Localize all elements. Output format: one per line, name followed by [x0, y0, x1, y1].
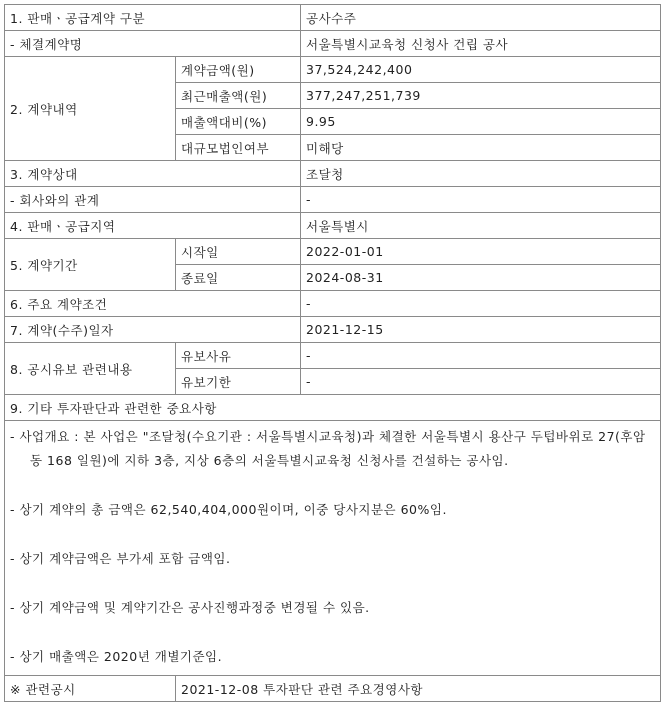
deferral-deadline-value: - — [301, 369, 661, 395]
start-date-value: 2022-01-01 — [301, 239, 661, 265]
row-contract-amount — [5, 57, 661, 83]
disclosure-table — [4, 4, 661, 702]
deferral-label: 8. 공시유보 관련내용 — [5, 343, 176, 395]
note-vat-included: - 상기 계약금액은 부가세 포함 금액임. — [10, 551, 231, 566]
recent-sales-value: 377,247,251,739 — [301, 83, 661, 109]
row-supply-region — [5, 213, 661, 239]
row-notes — [5, 421, 661, 676]
contract-amount-value: 37,524,242,400 — [301, 57, 661, 83]
note-project-overview: - 사업개요 : 본 사업은 "조달청(수요기관 : 서울특별시교육청)과 체결한 서울특별시 용산구 두텁바위로 27(후암동 168 일원)에 지하 3층, 지상 6층의 서울특별시교육청 신청사를 건설하는 공사임. — [10, 429, 646, 468]
supply-region-value: 서울특별시 — [301, 213, 661, 239]
counterparty-value: 조달청 — [301, 161, 661, 187]
counterparty-label: 3. 계약상대 — [5, 161, 301, 187]
related-disclosure-label: ※ 관련공시 — [5, 676, 176, 702]
related-disclosure-link[interactable]: 2021-12-08 투자판단 관련 주요경영사항 — [181, 681, 423, 697]
sales-ratio-label: 매출액대비(%) — [176, 109, 301, 135]
end-date-label: 종료일 — [176, 265, 301, 291]
contract-date-value: 2021-12-15 — [301, 317, 661, 343]
contract-type-value: 공사수주 — [301, 5, 661, 31]
contract-details-label: 2. 계약내역 — [5, 57, 176, 161]
deferral-deadline-label: 유보기한 — [176, 369, 301, 395]
sales-ratio-value: 9.95 — [301, 109, 661, 135]
note-subject-to-change: - 상기 계약금액 및 계약기간은 공사진행과정중 변경될 수 있음. — [10, 600, 370, 615]
contract-type-label: 1. 판매ㆍ공급계약 구분 — [5, 5, 301, 31]
related-disclosure-value — [176, 676, 661, 702]
contract-date-label: 7. 계약(수주)일자 — [5, 317, 301, 343]
row-related-disclosure — [5, 676, 661, 702]
contract-name-value: 서울특별시교육청 신청사 건립 공사 — [301, 31, 661, 57]
row-deferral-reason — [5, 343, 661, 369]
supply-region-label: 4. 판매ㆍ공급지역 — [5, 213, 301, 239]
note-sales-basis: - 상기 매출액은 2020년 개별기준임. — [10, 649, 223, 664]
deferral-reason-label: 유보사유 — [176, 343, 301, 369]
note-total-amount: - 상기 계약의 총 금액은 62,540,404,000원이며, 이중 당사지분은 60%임. — [10, 502, 447, 517]
main-terms-label: 6. 주요 계약조건 — [5, 291, 301, 317]
contract-period-label: 5. 계약기간 — [5, 239, 176, 291]
row-contract-type — [5, 5, 661, 31]
relationship-label: - 회사와의 관계 — [5, 187, 301, 213]
end-date-value: 2024-08-31 — [301, 265, 661, 291]
row-relationship — [5, 187, 661, 213]
row-start-date — [5, 239, 661, 265]
row-contract-date — [5, 317, 661, 343]
disclosure-container — [4, 4, 661, 702]
notes-cell — [5, 421, 661, 676]
row-main-terms — [5, 291, 661, 317]
start-date-label: 시작일 — [176, 239, 301, 265]
relationship-value: - — [301, 187, 661, 213]
contract-amount-label: 계약금액(원) — [176, 57, 301, 83]
recent-sales-label: 최근매출액(원) — [176, 83, 301, 109]
other-matters-label: 9. 기타 투자판단과 관련한 중요사항 — [5, 395, 661, 421]
deferral-reason-value: - — [301, 343, 661, 369]
large-corp-label: 대규모법인여부 — [176, 135, 301, 161]
large-corp-value: 미해당 — [301, 135, 661, 161]
row-counterparty — [5, 161, 661, 187]
row-other-matters — [5, 395, 661, 421]
row-contract-name — [5, 31, 661, 57]
contract-name-label: - 체결계약명 — [5, 31, 301, 57]
main-terms-value: - — [301, 291, 661, 317]
